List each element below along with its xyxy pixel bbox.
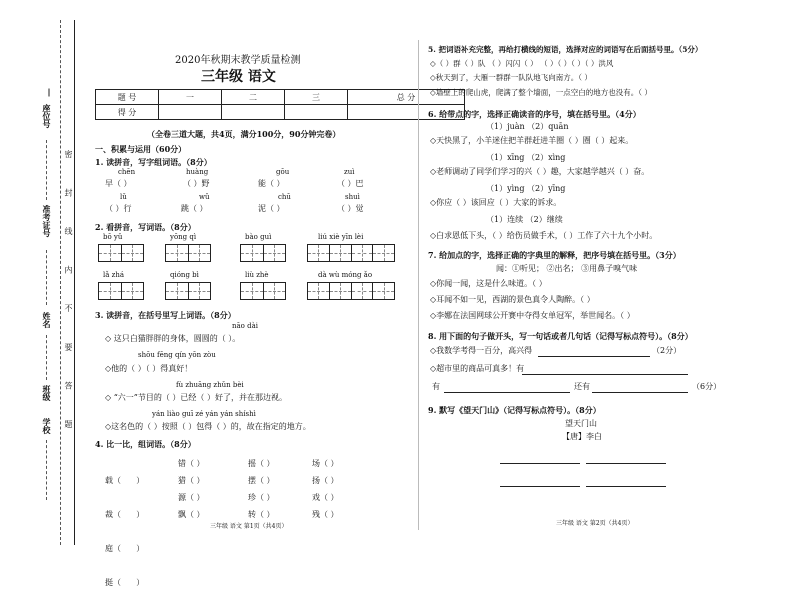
compare-item[interactable]: 扬（ ） [312,476,339,485]
poem-line[interactable] [586,486,666,487]
q2-title: 2. 看拼音，写词语。（8分） [95,222,196,232]
compare-item[interactable]: 错（ ） [178,459,205,468]
q1-item[interactable]: （ ）巴 [337,179,364,188]
q7-line[interactable]: ◇你闻一闻，这是什么味道。（ ） [430,279,547,288]
q3-sentence[interactable]: ◇他的（ ）（ ）得真好！ [105,364,193,373]
compare-item[interactable]: 场（ ） [312,459,339,468]
q1-item[interactable]: 早（ ） [105,179,132,188]
q1-item[interactable]: （ ）野 [183,179,210,188]
compare-item[interactable]: 挺（ ） [105,578,145,587]
q5-line[interactable]: ◇秋天到了，大雁一群群一队队地飞向南方。（ ） [430,73,592,82]
q6-title: 6. 给带点的字，选择正确读音的序号，填在括号里。（4分） [428,109,641,119]
score-cell[interactable] [159,105,222,120]
compare-item[interactable]: 源（ ） [178,493,205,502]
compare-item[interactable]: 摇（ ） [248,459,275,468]
q8-line: ◇我数学考得一百分，高兴得 [430,346,533,355]
score-header: 题 号 [96,90,159,105]
q7-line[interactable]: ◇李娜在法国网球公开赛中夺得女单冠军，举世闻名。（ ） [430,311,635,320]
compare-item[interactable]: 转（ ） [248,510,275,519]
compare-item[interactable]: 珍（ ） [248,493,275,502]
q5-line[interactable]: ◇墙壁上的爬山虎，爬满了整个墙面，一点空白的地方也没有。（ ） [430,88,652,97]
section1-title: 一、积累与运用（60分） [95,144,187,154]
compare-item[interactable]: 裁（ ） [105,510,145,519]
q5-row[interactable]: ◇（ ）群（ ）队 （ ）闪闪（ ） （ ）（ ）（ ）（ ）洪风 [430,59,614,68]
compare-item[interactable]: 猎（ ） [178,476,205,485]
poem-line[interactable] [586,463,666,464]
answer-line[interactable] [444,392,570,393]
compare-item[interactable]: 飘（ ） [178,510,205,519]
q7-title: 7. 给加点的字，选择正确的字典里的解释，把序号填在括号里。（3分） [428,250,681,260]
q3-sentence[interactable]: ◇这名色的（ ）按照（ ）包得（ ）的，故在指定的地方。 [105,422,311,431]
exam-page: 密 封 线 内 不 要 答 题 座位号 准考证号 姓名 班级 学校 2020年秋期末教学质量检测 三年级 语文 题 号 一 二 三 总 分 得 分 （全卷三道大题，共4页，满分100分，90分钟完卷） 一、积累与运用（60分） 1. 读拼音，写字组词语。（8分） chēn huàng gōu zuì 早（ ） （ ）野 能（ ） （ ）巴 lǔ wǔ chū shuì （ ）行 跳（ ） 泥（ ） （ ）觉 2. 看拼音，写词语。（8分） bō yǔ yōng qì bào guì liú xiè yīn lèi lǎ zhá qióng bì liù zhè dà wù móng ǎo 3. 读拼音，在括号里写上词语。（8分） nāo dài ◇ 这只白猫胖胖的身体，圆圆的（ ）。 shōu fēng qín yōn zòu ◇他的（ ）（ ）得真好！ fù zhuāng zhǔn bèi ◇ “六一”节目的（ ）已经（ ）好了，并在那边视。 yán liào guī zé yán yán shíshì ◇这名色的（ ）按照（ ）包得（ ）的，故在指定的地方。 4. 比一比，组词语。（8分） 载（ ） 裁（ ） 庭（ ） 挺（ ） 错（ ） 猎（ ） 源（ ） 飘（ ） 摇（ ） 摆（ ） 珍（ ） 转（ ） 场（ ） 扬（ ） 戏（ ） 残（ ） 三年级 语文 第1页（共4页） 5. 把词语补充完整，再给打横线的短语，选择对应的词语写在后面括号里。（5分） ◇（ ）群（ ）队 （ ）闪闪（ ） （ ）（ ）（ ）（ ）洪风 ◇秋天到了，大雁一群群一队队地飞向南方。（ ） ◇墙壁上的爬山虎，爬满了整个墙面，一点空白的地方也没有。（ ） 6. 给带点的字，选择正确读音的序号，填在括号里。（4分） （1）juàn （2）quān ◇天快黑了，小羊迷住把羊群赶进羊圈（ ）圈（ ）起来。 （1）xīng （2）xìng ◇老师调动了同学们学习的兴（ ）趣，大家越学越兴（ ）奋。 （1）yìng （2）yīng ◇你应（ ）该回应（ ）大家的诉求。 （1）连续 （2）继续 ◇白求恩低下头，（ ）给伤员做手术，（ ）工作了六十九个小时。 7. 给加点的字，选择正确的字典里的解释，把序号填在括号里。（3分） 闻：①听见； ②出名； ③用鼻子嗅气味 ◇你闻一闻，这是什么味道。（ ） ◇耳闻不如一见，西湖的景色真令人陶醉。（ ） ◇李娜在法国网球公开赛中夺得女单冠军，举世闻名。（ ） 8. 用下面的句子做开头，写一句话或者几句话（记得写标点符号）。（8分） ◇我数学考得一百分，高兴得 （2分） ◇超市里的商品可真多！有 有 还有 （6分） 9. 默写《望天门山》（记得写标点符号）。（8分） 望天门山 【唐】李白 三年级 语文 第2页（共4页） [0,0,794,561]
writing-grid[interactable] [240,282,286,300]
q5-title: 5. 把词语补充完整，再给打横线的短语，选择对应的词语写在后面括号里。（5分） [428,45,703,54]
writing-grid[interactable] [98,244,144,262]
footer-right: 三年级 语文 第2页（共4页） [556,520,634,527]
poem-title: 望天门山 [565,419,597,428]
seal-dashed-line [60,20,61,545]
class-label: 班级 [42,385,52,401]
answer-line[interactable] [522,374,688,375]
q6-line[interactable]: ◇你应（ ）该回应（ ）大家的诉求。 [430,198,562,207]
exam-no-label: 准考证号 [42,205,52,237]
answer-line[interactable] [592,392,688,393]
q6-line[interactable]: ◇老师调动了同学们学习的兴（ ）趣，大家越学越兴（ ）奋。 [430,167,650,176]
footer-left: 三年级 语文 第1页（共4页） [210,523,288,530]
score-row-label: 得 分 [96,105,159,120]
compare-item[interactable]: 庭（ ） [105,544,145,553]
writing-grid[interactable] [165,244,211,262]
binding-border [74,20,75,545]
exam-note: （全卷三道大题，共4页，满分100分，90分钟完卷） [147,129,341,139]
writing-grid[interactable] [307,244,395,262]
q3-sentence[interactable]: ◇ 这只白猫胖胖的身体，圆圆的（ ）。 [105,334,241,343]
writing-grid[interactable] [165,282,211,300]
q6-line[interactable]: ◇白求恩低下头，（ ）给伤员做手术，（ ）工作了六十九个小时。 [430,231,658,240]
q3-title: 3. 读拼音，在括号里写上词语。（8分） [95,310,236,320]
q4-title: 4. 比一比，组词语。（8分） [95,439,196,449]
writing-grid[interactable] [98,282,144,300]
q8-line: ◇超市里的商品可真多！有 [430,364,525,373]
score-table: 题 号 一 二 三 总 分 得 分 [95,89,465,120]
school-label: 学校 [42,418,52,434]
binding-strip [0,0,80,561]
exam-title: 2020年秋期末教学质量检测 [175,55,301,66]
compare-item[interactable]: 摆（ ） [248,476,275,485]
writing-grid[interactable] [307,282,395,300]
q6-line[interactable]: ◇天快黑了，小羊迷住把羊群赶进羊圈（ ）圈（ ）起来。 [430,136,634,145]
q3-sentence[interactable]: ◇ “六一”节目的（ ）已经（ ）好了，并在那边视。 [105,393,287,402]
seat-no-label: 座位号 [42,104,52,128]
q8-title: 8. 用下面的句子做开头，写一句话或者几句话（记得写标点符号）。（8分） [428,331,693,341]
q1-item[interactable]: 泥（ ） [258,204,285,213]
subject-title: 三年级 语文 [201,69,276,85]
page-divider [418,40,419,530]
poem-line[interactable] [500,486,580,487]
q1-item[interactable]: 能（ ） [258,179,285,188]
q1-title: 1. 读拼音，写字组词语。（8分） [95,157,212,167]
compare-item[interactable]: 残（ ） [312,510,339,519]
writing-grid[interactable] [240,244,286,262]
score-cell[interactable] [285,105,348,120]
q1-item[interactable]: 跳（ ） [181,204,208,213]
q9-title: 9. 默写《望天门山》（记得写标点符号）。（8分） [428,405,601,415]
seal-text: 密 封 线 内 不 要 答 题 [64,150,73,442]
q1-item[interactable]: （ ）觉 [337,204,364,213]
poem-line[interactable] [500,463,580,464]
score-cell[interactable] [222,105,285,120]
poem-author: 【唐】李白 [562,432,602,441]
q7-line[interactable]: ◇耳闻不如一见，西湖的景色真令人陶醉。（ ） [430,295,595,304]
name-label: 姓名 [42,312,52,328]
compare-item[interactable]: 载（ ） [105,476,145,485]
answer-line[interactable] [538,356,650,357]
compare-item[interactable]: 戏（ ） [312,493,339,502]
q1-item[interactable]: （ ）行 [105,204,132,213]
